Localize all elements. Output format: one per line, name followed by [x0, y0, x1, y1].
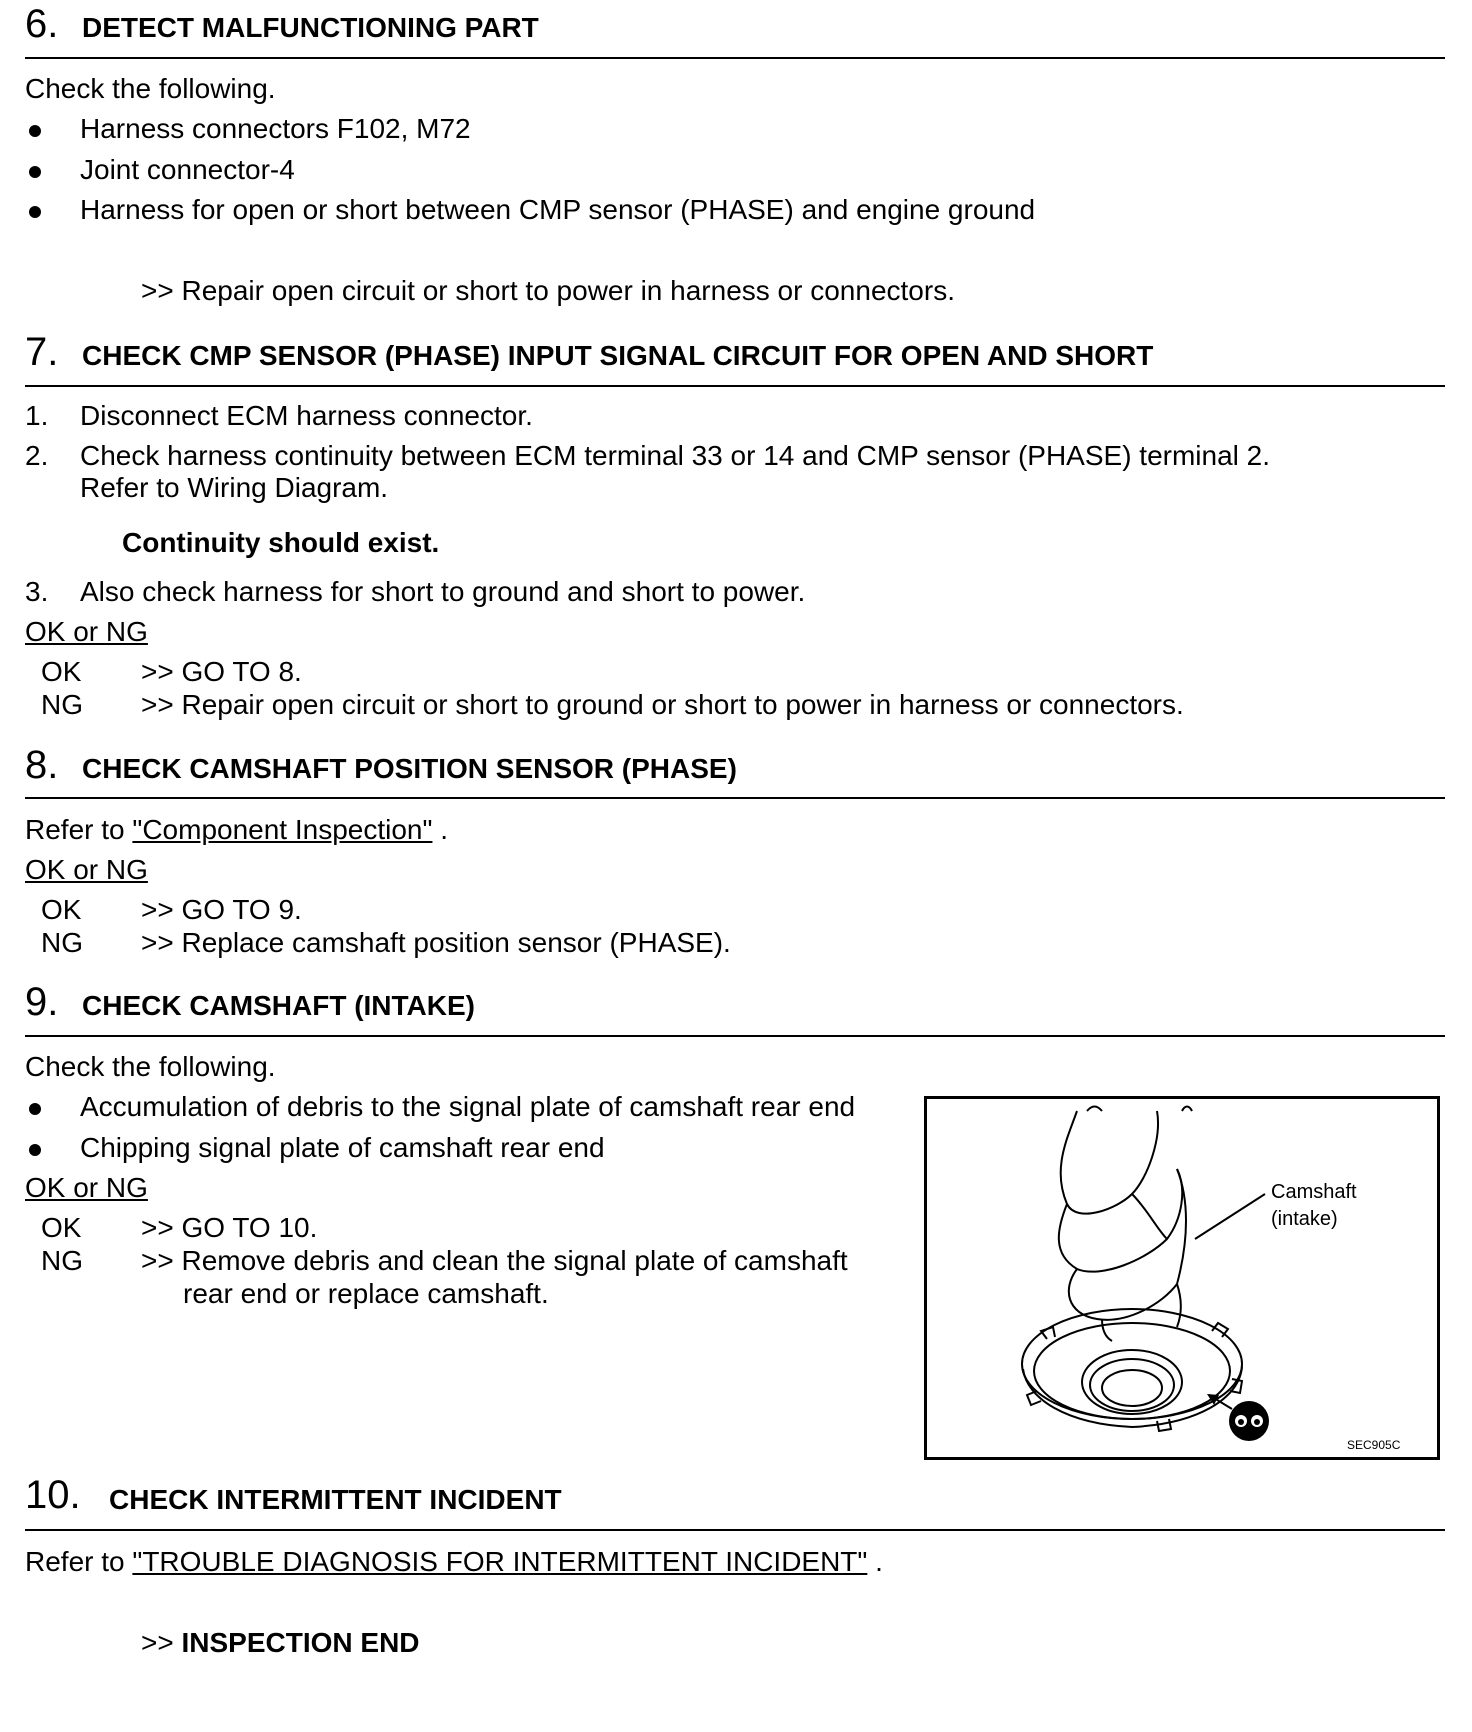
ok-action: >> GO TO 8. [141, 656, 302, 687]
ng-action-continued: rear end or replace camshaft. [183, 1278, 549, 1309]
ng-action: >> Repair open circuit or short to ground or short to power in harness or connectors. [141, 689, 1184, 720]
ok-label: OK [41, 1212, 82, 1243]
figure-label-2: (intake) [1271, 1208, 1338, 1230]
step-number: 7. [25, 330, 59, 374]
result-text: >> Repair open circuit or short to power in harness or connectors. [141, 275, 955, 306]
divider [25, 1035, 1445, 1037]
bullet-icon [29, 1103, 41, 1115]
bullet-icon [29, 206, 41, 218]
refer-line [25, 1546, 883, 1578]
list-item: Harness connectors F102, M72 [80, 113, 471, 144]
step-number: 6. [25, 2, 59, 46]
refer-prefix: Refer to [25, 814, 125, 845]
list-item: Chipping signal plate of camshaft rear end [80, 1132, 605, 1163]
bullet-icon [29, 125, 41, 137]
refer-line [25, 814, 448, 846]
ok-ng-heading: OK or NG [25, 1172, 148, 1203]
list-item: Harness for open or short between CMP sensor (PHASE) and engine ground [80, 194, 1036, 225]
spec-text: Continuity should exist. [122, 527, 440, 558]
divider [25, 57, 1445, 59]
refer-suffix: . [875, 1546, 883, 1577]
step-title: CHECK CAMSHAFT POSITION SENSOR (PHASE) [82, 753, 737, 784]
ok-action: >> GO TO 9. [141, 894, 302, 925]
ng-action: >> Replace camshaft position sensor (PHASE). [141, 927, 731, 958]
inspection-end-text: INSPECTION END [181, 1627, 420, 1658]
list-item: Joint connector-4 [80, 154, 295, 185]
figure-label-1: Camshaft [1271, 1181, 1357, 1203]
camshaft-illustration [927, 1099, 1437, 1457]
ng-label: NG [41, 927, 83, 958]
component-inspection-link[interactable]: "Component Inspection" [132, 814, 433, 845]
ok-label: OK [41, 656, 82, 687]
item-number: 1. [25, 400, 49, 431]
refer-prefix: Refer to [25, 1546, 125, 1577]
step-title: CHECK CMP SENSOR (PHASE) INPUT SIGNAL CIRCUIT FOR OPEN AND SHORT [82, 340, 1154, 371]
step-title: DETECT MALFUNCTIONING PART [82, 12, 539, 43]
ng-label: NG [41, 1245, 83, 1276]
intermittent-incident-link[interactable]: "TROUBLE DIAGNOSIS FOR INTERMITTENT INCIDENT" [132, 1546, 868, 1577]
ng-action: >> Remove debris and clean the signal plate of camshaft [141, 1245, 848, 1276]
item-text: Refer to Wiring Diagram. [80, 472, 389, 503]
camshaft-figure [924, 1096, 1440, 1460]
list-item: Accumulation of debris to the signal plate of camshaft rear end [80, 1091, 856, 1122]
bullet-icon [29, 166, 41, 178]
step-title: CHECK CAMSHAFT (INTAKE) [82, 990, 475, 1021]
ok-ng-heading: OK or NG [25, 854, 148, 885]
step-number: 8. [25, 743, 59, 787]
ok-action: >> GO TO 10. [141, 1212, 318, 1243]
step-number: 9. [25, 980, 59, 1024]
item-text: Also check harness for short to ground and short to power. [80, 576, 806, 607]
divider [25, 1529, 1445, 1531]
item-text: Disconnect ECM harness connector. [80, 400, 533, 431]
end-prefix: >> [141, 1627, 174, 1658]
item-number: 3. [25, 576, 49, 607]
item-number: 2. [25, 440, 49, 471]
intro-text: Check the following. [25, 73, 276, 104]
item-text: Check harness continuity between ECM terminal 33 or 14 and CMP sensor (PHASE) terminal 2. [80, 440, 1271, 471]
divider [25, 797, 1445, 799]
step-number: 10. [25, 1473, 81, 1517]
step-title: CHECK INTERMITTENT INCIDENT [109, 1484, 562, 1515]
end-line [141, 1627, 420, 1659]
refer-suffix: . [440, 814, 449, 845]
ok-ng-heading: OK or NG [25, 616, 148, 647]
bullet-icon [29, 1144, 41, 1156]
ng-label: NG [41, 689, 83, 720]
figure-code: SEC905C [1347, 1438, 1401, 1452]
divider [25, 385, 1445, 387]
intro-text: Check the following. [25, 1051, 276, 1082]
ok-label: OK [41, 894, 82, 925]
